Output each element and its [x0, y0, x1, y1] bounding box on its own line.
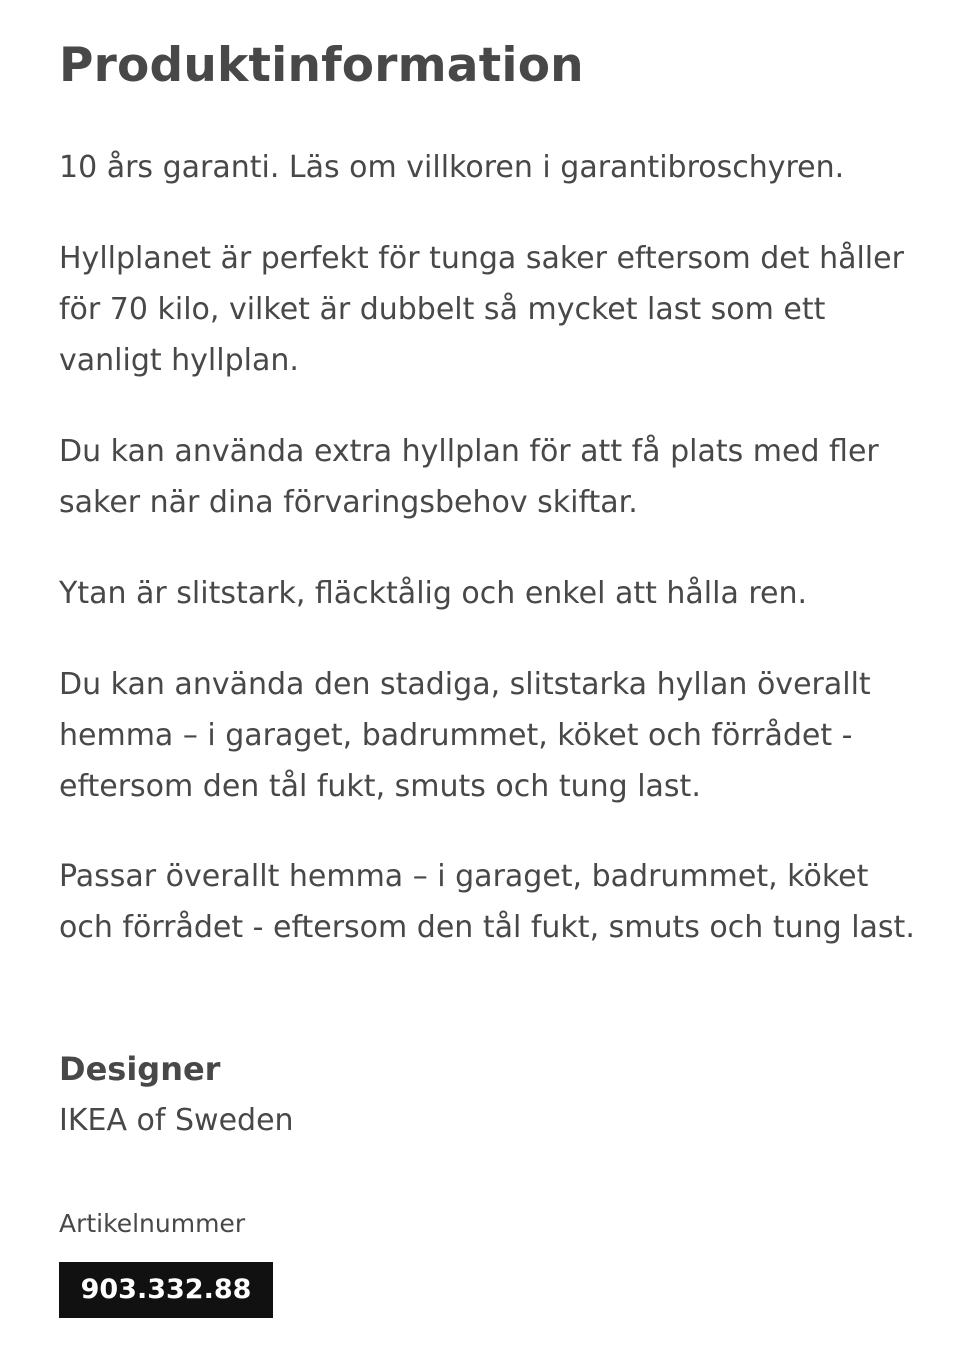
designer-name: IKEA of Sweden [59, 1103, 294, 1138]
surface-paragraph: Ytan är slitstark, fläcktålig och enkel att hålla ren. [59, 576, 808, 611]
usage-paragraph: Du kan använda den stadiga, slitstarka hyllan överallt hemma – i garaget, badrummet, köket och förrådet - eftersom den tål fukt, smuts och tung last. [59, 667, 871, 804]
article-number-badge: 903.332.88 [59, 1262, 273, 1318]
extra-shelves-paragraph: Du kan använda extra hyllplan för att få plats med fler saker när dina förvaringsbehov skiftar. [59, 434, 879, 520]
page-title: Produktinformation [59, 38, 584, 93]
article-number-label: Artikelnummer [59, 1209, 246, 1238]
load-capacity-paragraph: Hyllplanet är perfekt för tunga saker eftersom det håller för 70 kilo, vilket är dubbelt så mycket last som ett vanligt hyllplan. [59, 241, 904, 378]
designer-heading: Designer [59, 1050, 221, 1088]
suitability-paragraph: Passar överallt hemma – i garaget, badrummet, köket och förrådet - eftersom den tål fukt, smuts och tung last. [59, 859, 915, 945]
warranty-paragraph: 10 års garanti. Läs om villkoren i garantibroschyren. [59, 150, 845, 185]
